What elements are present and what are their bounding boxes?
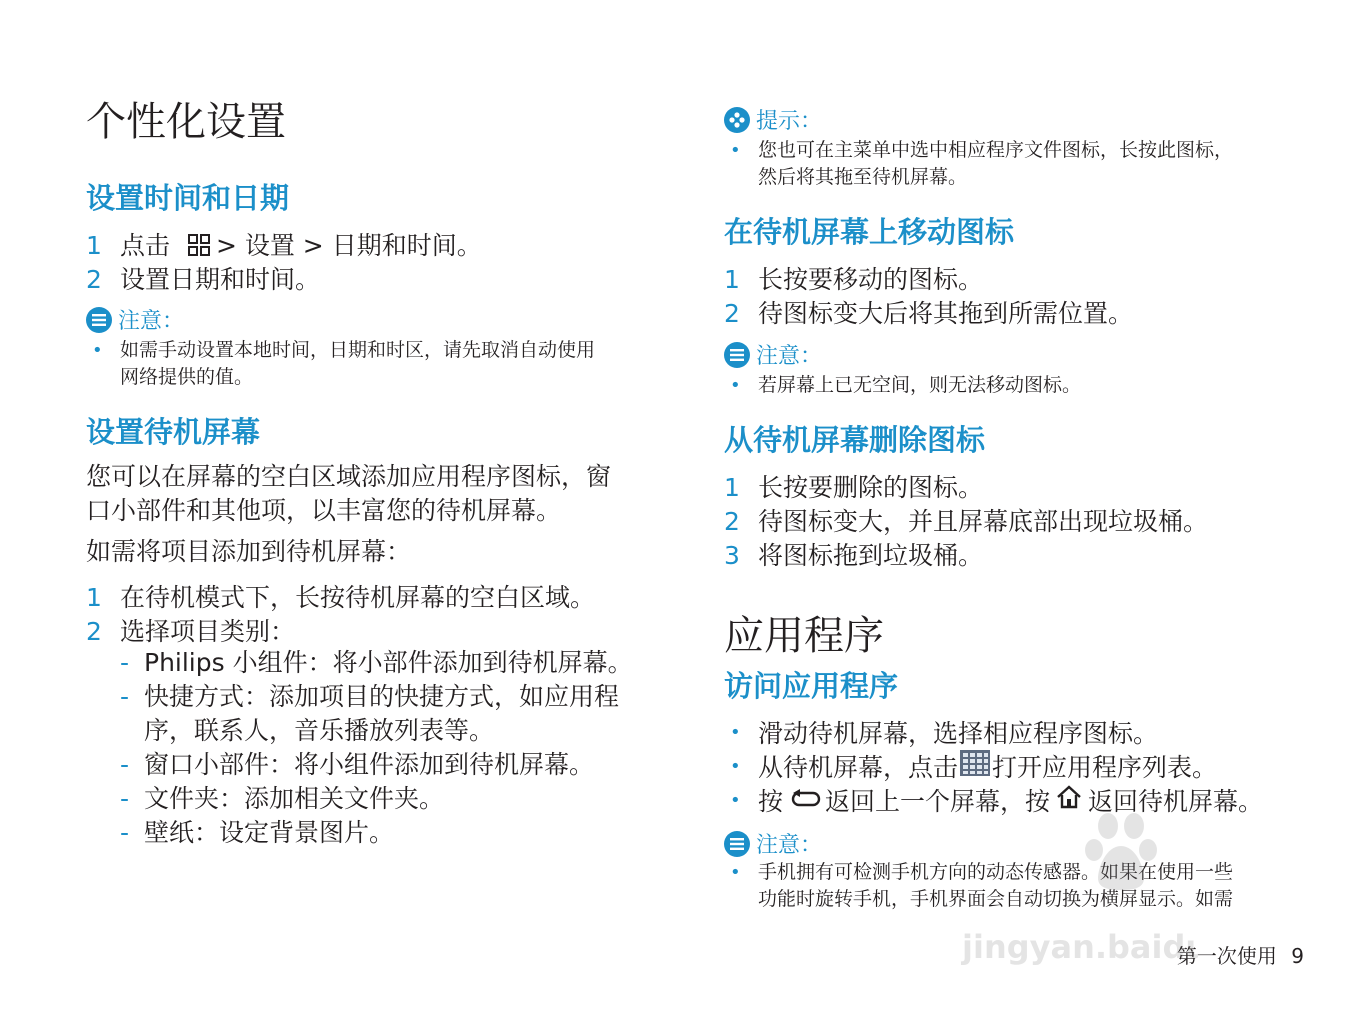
sub-item-text [144,680,619,748]
step-1 [724,468,983,504]
watermark-text: jingyan.baidu [962,928,1198,966]
tip-text [758,137,1233,191]
note-label: 注意： [756,833,823,858]
sub-item-text: 窗口小部件：将小组件添加到待机屏幕。 [144,750,595,779]
tip-item [724,137,1324,191]
paragraph-line: 您可以在屏幕的空白区域添加应用程序图标，窗 [86,462,612,491]
note-line: 如需手动设置本地时间，日期和时区，请先取消自动使用 [120,339,596,361]
sub-item [120,646,633,680]
step-number: 1 [724,473,740,502]
intro-paragraph [86,460,611,528]
page-footer [1177,940,1304,969]
sub-item-text: 文件夹：添加相关文件夹。 [144,784,445,813]
sub-item [120,816,394,850]
sub-item-line: 序，联系人，音乐播放列表等。 [144,716,495,745]
step-text: 待图标变大，并且屏幕底部出现垃圾桶。 [758,507,1209,536]
back-icon [789,786,823,815]
step-number: 2 [86,617,102,646]
section-title-set-time: 设置时间和日期 [86,181,290,215]
sub-item [120,680,619,748]
step-text: 选择项目类别： [120,617,296,646]
bullet-text: 返回上一个屏幕，按 [825,787,1051,816]
sub-item [120,748,594,782]
step-number: 3 [724,541,740,570]
add-items-paragraph: 如需将项目添加到待机屏幕： [86,537,412,566]
step-1 [86,226,482,262]
step-text: 设置日期和时间。 [120,265,321,294]
note-label: 注意： [118,309,185,334]
step-text-post: > 设置 > 日期和时间。 [215,231,482,260]
bullet-text: 从待机屏幕，点击 [758,753,959,782]
note-icon [86,307,112,333]
dash-marker: - [120,784,130,813]
step-2 [86,260,320,296]
step-text: 待图标变大后将其拖到所需位置。 [758,299,1134,328]
dash-marker: - [120,750,130,779]
step-2 [724,502,1208,538]
chapter-title: 应用程序 [724,613,884,659]
footer-text: 第一次使用 [1176,944,1277,968]
section-title-access-apps: 访问应用程序 [724,669,899,703]
sub-item-text: 壁纸：设定背景图片。 [144,818,395,847]
step-number: 2 [724,299,740,328]
step-1 [86,578,595,614]
note-heading [724,828,822,859]
tip-label: 提示： [756,109,823,134]
section-title-standby: 设置待机屏幕 [86,415,261,449]
dash-marker: - [120,648,130,677]
step-2 [724,294,1133,330]
step-3 [724,536,983,572]
note-heading [724,339,822,370]
bullet-dot: • [730,862,741,883]
bullet-item [724,714,1158,750]
sub-item-line: 快捷方式：添加项目的快捷方式，如应用程 [144,682,620,711]
step-text: 在待机模式下，长按待机屏幕的空白区域。 [120,583,596,612]
chapter-title: 个性化设置 [86,99,286,145]
note-heading [86,304,184,335]
note-line: 网络提供的值。 [120,366,254,388]
step-number: 2 [724,507,740,536]
tip-heading [724,104,822,135]
note-text [120,337,595,391]
note-line: 手机拥有可检测手机方向的动态传感器。如果在使用一些 [758,861,1234,883]
bullet-item [724,748,1217,784]
note-icon [724,342,750,368]
step-number: 2 [86,265,102,294]
tip-line: 然后将其拖至待机屏幕。 [758,166,968,188]
menu-grid-icon [188,233,210,262]
paragraph-line: 口小部件和其他项，以丰富您的待机屏幕。 [86,496,562,525]
app-list-icon [960,750,990,782]
bullet-text: 滑动待机屏幕，选择相应程序图标。 [758,719,1159,748]
page-number: 9 [1291,944,1304,968]
bullet-dot: • [730,375,741,396]
sub-item-text: Philips 小组件：将小部件添加到待机屏幕。 [144,648,633,677]
note-item [86,337,676,391]
dash-marker: - [120,682,130,711]
bullet-text: 按 [758,787,784,816]
bullet-text: 打开应用程序列表。 [992,753,1218,782]
bullet-dot: • [730,755,741,777]
step-number: 1 [86,583,102,612]
note-line: 功能时旋转手机，手机界面会自动切换为横屏显示。如需 [758,888,1234,910]
dash-marker: - [120,818,130,847]
bullet-dot: • [730,789,741,811]
baidu-watermark [958,808,1198,978]
step-number: 1 [86,231,102,260]
step-number: 1 [724,265,740,294]
note-item [724,372,1324,399]
step-text: 将图标拖到垃圾桶。 [758,541,984,570]
bullet-dot: • [730,721,741,743]
bullet-dot: • [730,140,741,161]
section-title-move-icons: 在待机屏幕上移动图标 [724,215,1015,249]
step-1 [724,260,983,296]
sub-item [120,782,444,816]
tip-icon [724,107,750,133]
note-label: 注意： [756,344,823,369]
section-title-delete-icons: 从待机屏幕删除图标 [724,423,986,457]
step-2 [86,612,295,648]
step-text-pre: 点击 [120,231,171,260]
step-text: 长按要移动的图标。 [758,265,984,294]
tip-line: 您也可在主菜单中选中相应程序文件图标，长按此图标， [758,139,1234,161]
note-icon [724,831,750,857]
note-text: 若屏幕上已无空间，则无法移动图标。 [758,374,1082,396]
bullet-text: 返回待机屏幕。 [1088,787,1264,816]
step-text: 长按要删除的图标。 [758,473,984,502]
bullet-dot: • [92,340,103,361]
